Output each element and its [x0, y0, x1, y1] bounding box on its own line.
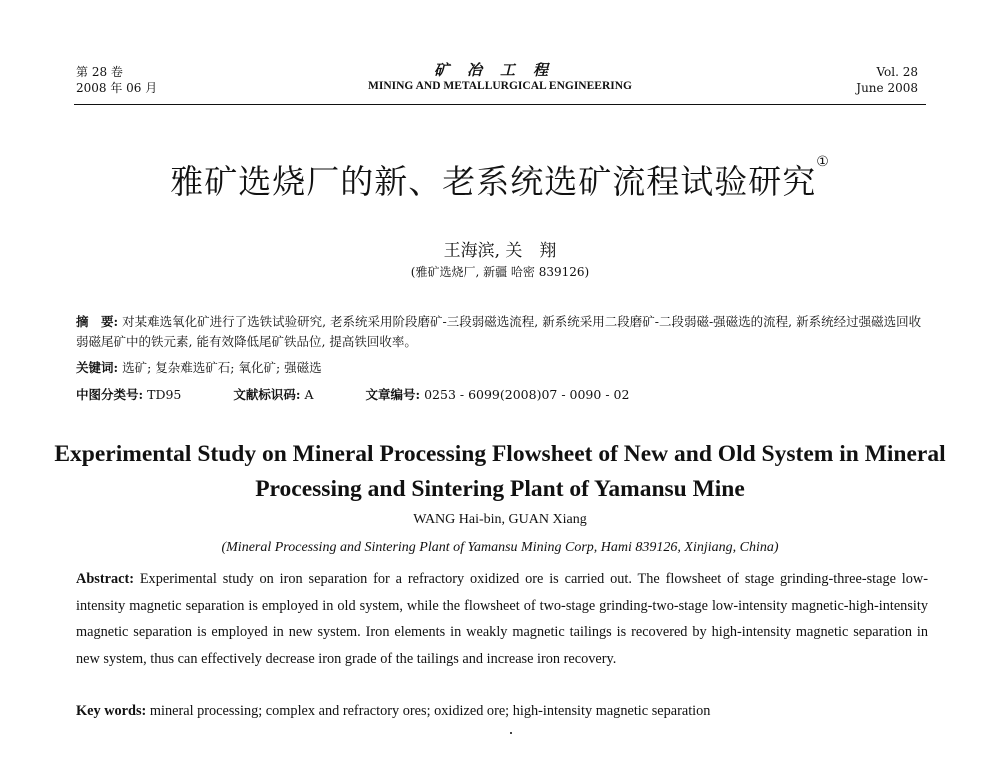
date-cn: 2008 年 06 月: [76, 81, 158, 95]
abstract-cn: [76, 312, 926, 352]
doc-code-label: 文献标识码:: [233, 387, 301, 402]
abstract-cn-label: 摘 要:: [76, 314, 119, 329]
affiliation-cn: (雅矿选烧厂, 新疆 哈密 839126): [410, 265, 590, 279]
abstract-en: [76, 566, 928, 672]
keywords-en-text: mineral processing; complex and refractory ores; oxidized ore; high-intensity magnetic separation: [149, 703, 711, 719]
stray-dot: [510, 732, 512, 734]
header-divider: [74, 104, 926, 105]
abstract-en-text: Experimental study on iron separation for a refractory oxidized ore is carried out. The flowsheet of stage grinding-three-stage low-intensity magnetic separation is employed in old system, while the flowsheet of two-stage grinding-two-stage low-intensity magnetic-high-intensity magnetic separation is employed in new system. Iron elements in weakly magnetic tailings is recovered by high-intensity magnetic separation in new system, thus can effectively decrease iron grade of the tailings and increase iron recovery.: [76, 571, 929, 667]
article-number-item: [365, 385, 629, 405]
authors-en: WANG Hai-bin, GUAN Xiang: [413, 512, 587, 527]
keywords-en: [76, 703, 928, 720]
clc-item: [76, 385, 181, 405]
header-right: [856, 64, 918, 96]
volume-en: Vol. 28: [876, 65, 918, 79]
title-cn-text: 雅矿选烧厂的新、老系统选矿流程试验研究: [170, 162, 817, 201]
clc-label: 中图分类号:: [76, 387, 144, 402]
title-en: Experimental Study on Mineral Processing Flowsheet of New and Old System in Mineral Processing and Sintering Plant of Yamansu Mine: [54, 441, 946, 502]
article-number-value: 0253 - 6099(2008)07 - 0090 - 02: [424, 387, 630, 402]
doc-code-item: [233, 385, 313, 405]
keywords-en-label: Key words:: [76, 703, 147, 719]
abstract-cn-text: 对某难选氧化矿进行了选铁试验研究, 老系统采用阶段磨矿-三段弱磁选流程, 新系统采用二段磨矿-二段弱磁-强磁选的流程, 新系统经过强磁选回收弱磁尾矿中的铁元素, 能有效降低尾矿铁品位, 提高铁回收率。: [76, 314, 922, 349]
authors-cn: 王海滨, 关 翔: [443, 241, 557, 261]
keywords-cn: [76, 358, 926, 378]
affiliation-en: (Mineral Processing and Sintering Plant of Yamansu Mining Corp, Hami 839126, Xinjiang, China): [221, 540, 779, 555]
journal-name-cn: 矿冶工程: [433, 61, 566, 79]
header-center: [0, 62, 1000, 94]
journal-name-en: MINING AND METALLURGICAL ENGINEERING: [367, 80, 632, 92]
doc-code-value: A: [304, 387, 314, 402]
abstract-en-label: Abstract:: [76, 571, 134, 587]
keywords-cn-text: 选矿; 复杂难选矿石; 氧化矿; 强磁选: [122, 360, 322, 375]
date-en: June 2008: [856, 81, 918, 95]
title-cn: [0, 156, 1000, 203]
volume-cn: 第 28 卷: [76, 65, 123, 79]
title-footnote-mark: ①: [816, 154, 830, 170]
clc-value: TD95: [147, 387, 182, 402]
classification-line: [76, 385, 926, 405]
article-number-label: 文章编号:: [365, 387, 421, 402]
keywords-cn-label: 关键词:: [76, 360, 119, 375]
